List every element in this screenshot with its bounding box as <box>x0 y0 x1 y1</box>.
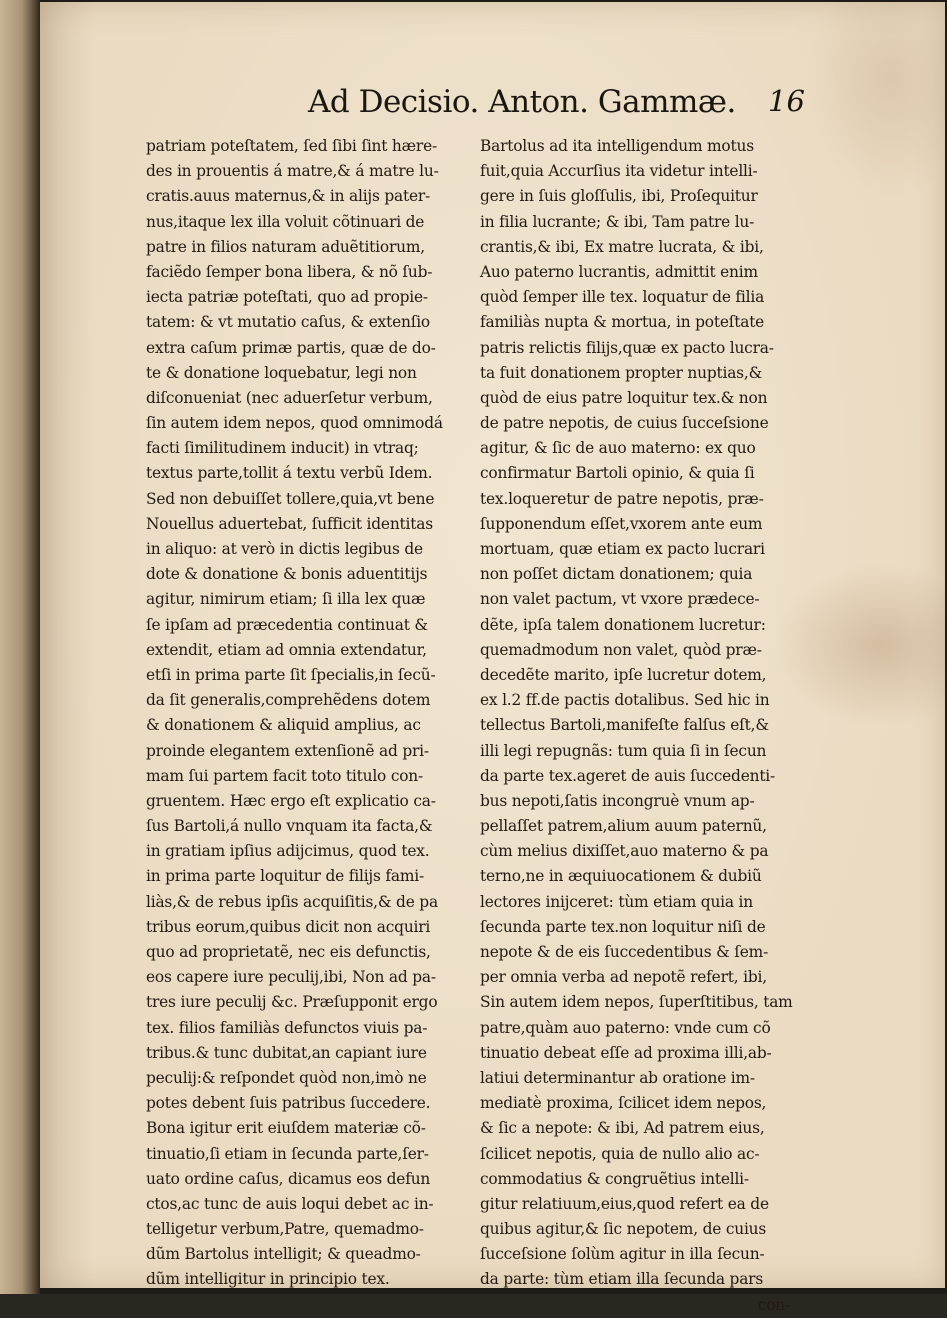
text-line: dẽte, ipſa talem donationem lucretur: <box>480 615 766 634</box>
text-line: gere in ſuis gloſſulis, ibi, Proſequitur <box>480 187 758 206</box>
text-line: quemadmodum non valet, quòd præ- <box>480 640 762 659</box>
page-number: 16 <box>768 84 805 118</box>
text-line: familiàs nupta & mortua, in poteſtate <box>480 313 765 332</box>
text-line: ſecunda parte tex.non loquitur niſi de <box>480 917 766 936</box>
text-line: dote & donatione & bonis aduentitijs <box>146 565 428 584</box>
text-line: quo ad proprietatẽ, nec eis defunctis, <box>146 943 431 961</box>
text-line: gruentem. Hæc ergo eſt explicatio ca- <box>146 791 436 810</box>
text-line: uato ordine caſus, dicamus eos defun <box>146 1169 431 1188</box>
text-line: quòd de eius patre loquitur tex.& non <box>480 388 768 407</box>
text-line: des in prouentis á matre,& á matre lu- <box>146 162 439 181</box>
text-line: ſucceſsione ſolùm agitur in illa ſecun- <box>480 1245 765 1264</box>
text-line: tellectus Bartoli,manifeſte falſus eſt,& <box>480 716 769 735</box>
text-line: ta fuit donationem propter nuptias,& <box>480 363 763 382</box>
text-line: latiui determinantur ab oratione im- <box>480 1068 755 1087</box>
text-line: telligetur verbum,Patre, quemadmo- <box>146 1220 424 1239</box>
text-line: fuit,quia Accurſius ita videtur intelli- <box>480 162 758 181</box>
text-line: con- <box>757 1295 790 1314</box>
book-gutter <box>0 0 40 1294</box>
text-line: & donationem & aliquid amplius, ac <box>146 716 421 735</box>
text-line: nus,itaque lex illa voluit cõtinuari de <box>146 212 425 231</box>
text-line: mortuam, quæ etiam ex pacto lucrari <box>480 540 765 558</box>
text-line: da ſit generalis,comprehẽdens dotem <box>146 691 431 710</box>
right-text-column <box>480 134 793 1318</box>
text-line: extra caſum primæ partis, quæ de do- <box>146 338 436 357</box>
text-line: eos capere iure peculij,ibi, Non ad pa- <box>146 968 436 987</box>
text-line: ſus Bartoli,á nullo vnquam ita facta,& <box>146 817 433 836</box>
text-line: faciẽdo ſemper bona libera, & nõ ſub- <box>146 262 433 281</box>
text-line: extendit, etiam ad omnia extendatur, <box>146 640 427 659</box>
text-line: crantis,& ibi, Ex matre lucrata, & ibi, <box>480 237 764 256</box>
text-line: textus parte,tollit á textu verbũ Idem. <box>146 464 433 483</box>
text-line: tribus eorum,quibus dicit non acquiri <box>146 917 431 936</box>
text-line: pellaſſet patrem,alium auum paternũ, <box>480 817 767 836</box>
text-line: tinuatio debeat eſſe ad proxima illi,ab- <box>480 1043 772 1062</box>
text-line: tribus.& tunc dubitat,an capiant iure <box>146 1043 427 1062</box>
text-line: facti ſimilitudinem inducit) in vtraq; <box>146 439 419 458</box>
text-line: tres iure peculij &c. Præſupponit ergo <box>146 993 438 1012</box>
text-line: bus nepoti,ſatis incongruè vnum ap- <box>480 791 755 810</box>
text-line: mam ſui partem facit toto titulo con- <box>146 766 424 785</box>
text-line: Bartolus ad ita intelligendum motus <box>480 137 754 155</box>
text-line: agitur, & ſic de auo materno: ex quo <box>480 439 756 458</box>
text-line: in gratiam ipſius adijcimus, quod tex. <box>146 842 430 861</box>
text-line: terno,ne in æquiuocationem & dubiũ <box>480 867 762 886</box>
text-line: Bona igitur erit eiuſdem materiæ cõ- <box>146 1119 426 1138</box>
running-title: Ad Decisio. Anton. Gammæ. <box>308 84 736 120</box>
text-line: iecta patriæ poteſtati, quo ad propie- <box>146 288 428 307</box>
text-line: da parte tex.ageret de auis ſuccedenti- <box>480 766 776 785</box>
text-line: patre in filios naturam aduẽtitiorum, <box>146 237 425 256</box>
text-line: tex. filios familiàs defunctos viuis pa- <box>146 1018 428 1037</box>
text-line: lectores inijceret: tùm etiam quia in <box>480 892 753 911</box>
text-line: in aliquo: at verò in dictis legibus de <box>146 540 423 558</box>
text-line: ſe ipſam ad præcedentia continuat & <box>146 615 428 634</box>
text-line: Nouellus aduertebat, ſufficit identitas <box>146 514 433 533</box>
text-line: commodatius & congruẽtius intelli- <box>480 1169 749 1188</box>
text-line: decedẽte marito, ipſe lucretur dotem, <box>480 665 767 684</box>
text-line: ctos,ac tunc de auis loqui debet ac in- <box>146 1194 434 1213</box>
text-line: gitur relatiuum,eius,quod refert ea de <box>480 1194 769 1213</box>
text-line: tatem: & vt mutatio caſus, & extenſio <box>146 313 430 332</box>
text-line: mediatè proxima, ſcilicet idem nepos, <box>480 1094 767 1113</box>
text-line: etſi in prima parte ſit ſpecialis,in ſecũ- <box>146 665 436 684</box>
text-line: ſcilicet nepotis, quia de nullo alio ac- <box>480 1144 760 1163</box>
text-line: illi legi repugnãs: tum quia ſi in ſecun <box>480 741 767 760</box>
text-line: & ſic a nepote: & ibi, Ad patrem eius, <box>480 1119 765 1138</box>
text-line: ſupponendum eſſet,vxorem ante eum <box>480 514 763 533</box>
text-line: patris relictis filijs,quæ ex pacto lucra- <box>480 338 774 357</box>
text-line: non valet pactum, vt vxore prædece- <box>480 590 760 609</box>
text-line: da parte: tùm etiam illa ſecunda pars <box>480 1270 764 1289</box>
text-line: quibus agitur,& ſic nepotem, de cuius <box>480 1220 767 1239</box>
text-line: ſin autem idem nepos, quod omnimodá <box>146 414 443 433</box>
text-line: in prima parte loquitur de filijs fami- <box>146 867 424 886</box>
text-line: de patre nepotis, de cuius ſucceſsione <box>480 414 769 433</box>
text-line: dũm intelligitur in principio tex. <box>146 1270 390 1289</box>
text-line: patriam poteſtatem, ſed ſibi ſint hære- <box>146 137 437 155</box>
text-line: Sed non debuiſſet tollere,quia,vt bene <box>146 489 435 508</box>
text-line: dũm Bartolus intelligit; & queadmo- <box>146 1245 421 1264</box>
text-line: non poſſet dictam donationem; quia <box>480 565 753 584</box>
page-header <box>40 84 945 128</box>
text-line: per omnia verba ad nepotẽ refert, ibi, <box>480 968 767 987</box>
book-page <box>40 2 945 1314</box>
text-line: confirmatur Bartoli opinio, & quia ſi <box>480 464 755 483</box>
text-line: potes debent ſuis patribus ſuccedere. <box>146 1094 431 1113</box>
text-line: patre,quàm auo paterno: vnde cum cõ <box>480 1018 771 1037</box>
text-line: cratis.auus maternus,& in alijs pater- <box>146 187 431 206</box>
text-line: nepote & de eis ſuccedentibus & ſem- <box>480 943 769 961</box>
text-line: liàs,& de rebus ipſis acquiſitis,& de pa <box>146 892 438 911</box>
text-line: peculij:& reſpondet quòd non,imò ne <box>146 1068 427 1087</box>
text-line: te & donatione loquebatur, legi non <box>146 363 417 382</box>
left-text-column <box>146 134 458 1293</box>
text-line: quòd ſemper ille tex. loquatur de filia <box>480 288 765 307</box>
text-line: cùm melius dixiſſet,auo materno & pa <box>480 842 769 861</box>
text-line: proinde elegantem extenſionẽ ad pri- <box>146 741 429 760</box>
text-line: Sin autem idem nepos, ſuperſtitibus, tam <box>480 993 793 1012</box>
text-line: diſconueniat (nec aduerſetur verbum, <box>146 388 433 407</box>
text-line: tinuatio,ſi etiam in ſecunda parte,ſer- <box>146 1144 429 1163</box>
text-line: tex.loqueretur de patre nepotis, præ- <box>480 489 764 508</box>
text-line: Auo paterno lucrantis, admittit enim <box>480 262 758 281</box>
text-line: ex l.2 ff.de pactis dotalibus. Sed hic in <box>480 691 770 710</box>
text-line: agitur, nimirum etiam; ſi illa lex quæ <box>146 590 426 609</box>
text-line: in filia lucrante; & ibi, Tam patre lu- <box>480 212 755 231</box>
